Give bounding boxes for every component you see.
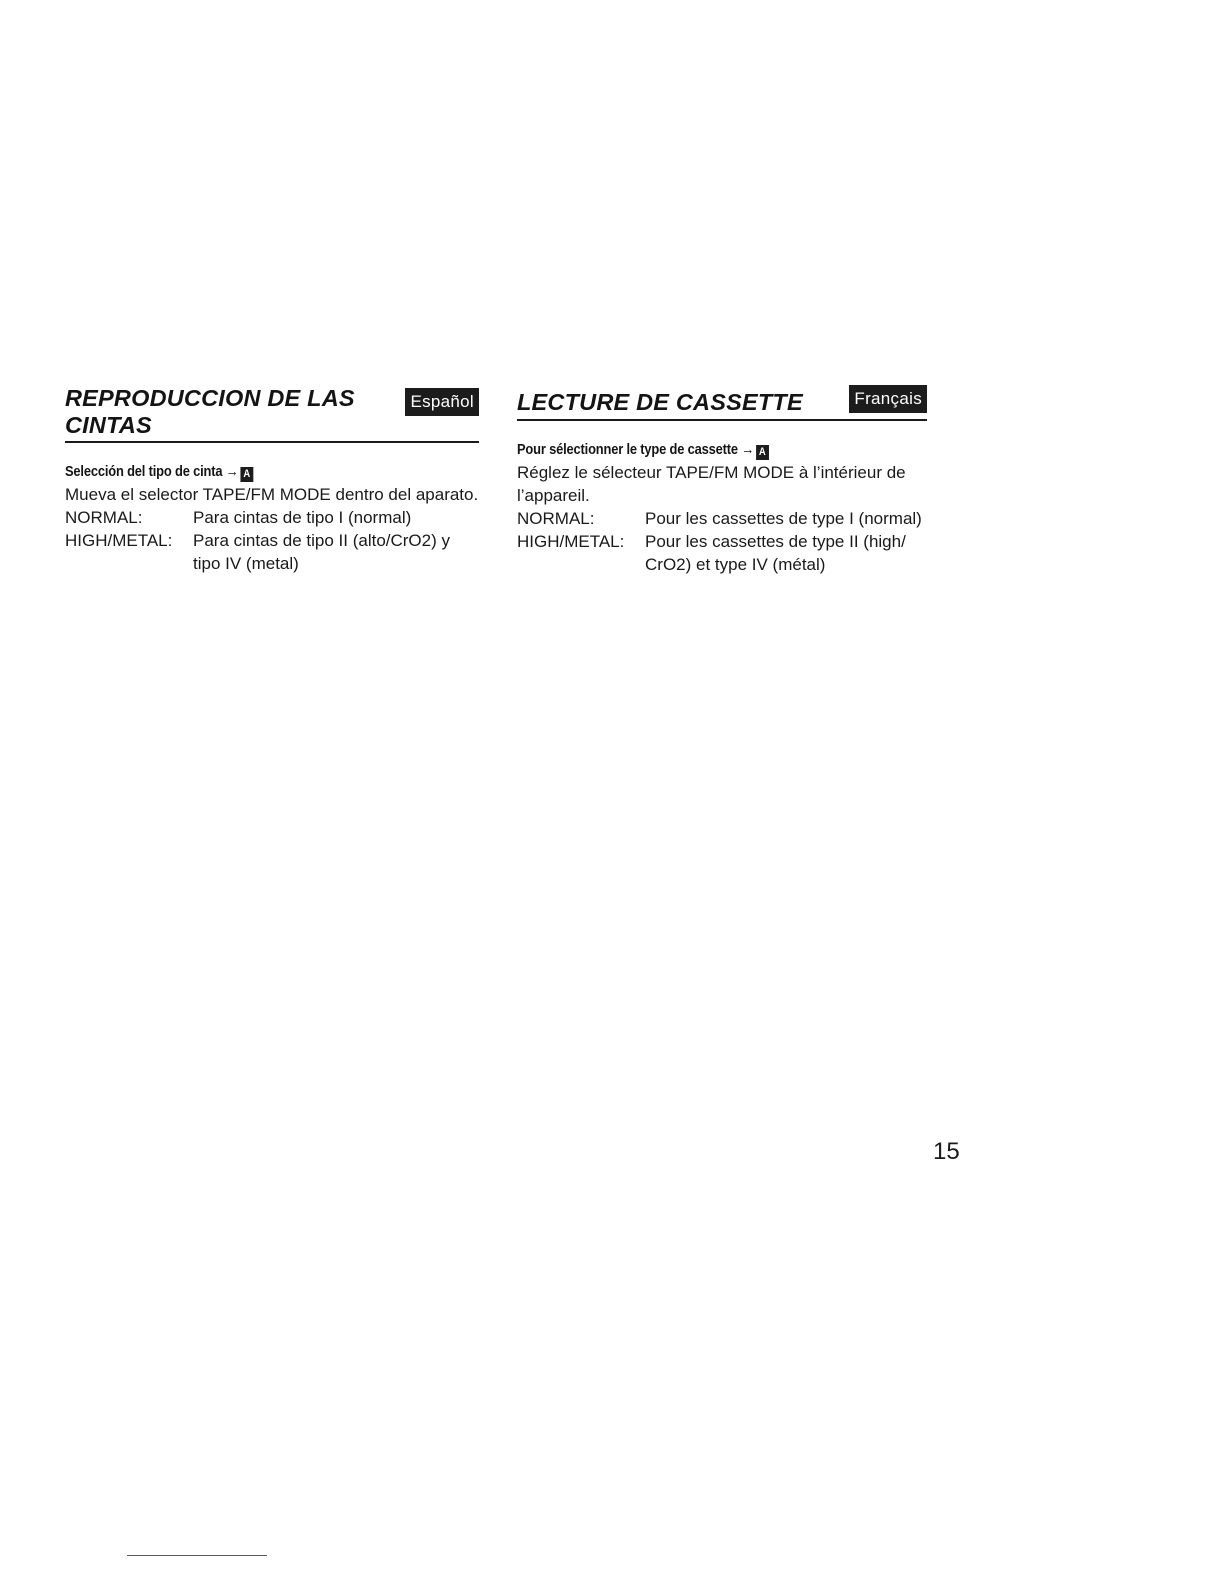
mode-value: Pour les cassettes de type II (high/ CrO2) et type IV (métal) (645, 532, 906, 574)
french-section-header (517, 383, 927, 421)
mode-key: NORMAL: (517, 509, 595, 528)
spanish-section (65, 383, 479, 575)
mode-key: HIGH/METAL: (65, 531, 173, 550)
arrow-right-icon: → (741, 441, 755, 458)
divider (127, 1555, 267, 1556)
subheading (517, 439, 870, 461)
section-title: REPRODUCCION DE LAS CINTAS (65, 385, 355, 438)
spanish-section-header (65, 383, 479, 443)
mode-value: Para cintas de tipo I (normal) (193, 508, 412, 527)
language-badge: Español (405, 388, 479, 416)
section-title: LECTURE DE CASSETTE (517, 389, 803, 415)
instruction-text: Mueva el selector TAPE/FM MODE dentro del aparato. (65, 485, 479, 504)
mode-value: Pour les cassettes de type I (normal) (645, 509, 922, 528)
figure-ref-badge: A (240, 467, 253, 482)
instruction-text: Réglez le sélecteur TAPE/FM MODE à l’intérieur de l’appareil. (517, 463, 906, 505)
subheading-text: Selección del tipo de cinta (65, 463, 223, 480)
mode-row (65, 529, 479, 575)
arrow-right-icon: → (225, 463, 239, 480)
page-number: 15 (933, 1138, 960, 1165)
mode-key: HIGH/METAL: (517, 532, 625, 551)
language-badge: Français (849, 385, 927, 413)
mode-row (517, 507, 927, 530)
mode-value: Para cintas de tipo II (alto/CrO2) y tipo IV (metal) (193, 531, 450, 573)
french-section (517, 383, 927, 576)
mode-row (517, 530, 927, 576)
subheading (65, 461, 421, 483)
mode-key: NORMAL: (65, 508, 143, 527)
subheading-text: Pour sélectionner le type de cassette (517, 441, 738, 458)
mode-row (65, 506, 479, 529)
figure-ref-badge: A (756, 445, 769, 460)
